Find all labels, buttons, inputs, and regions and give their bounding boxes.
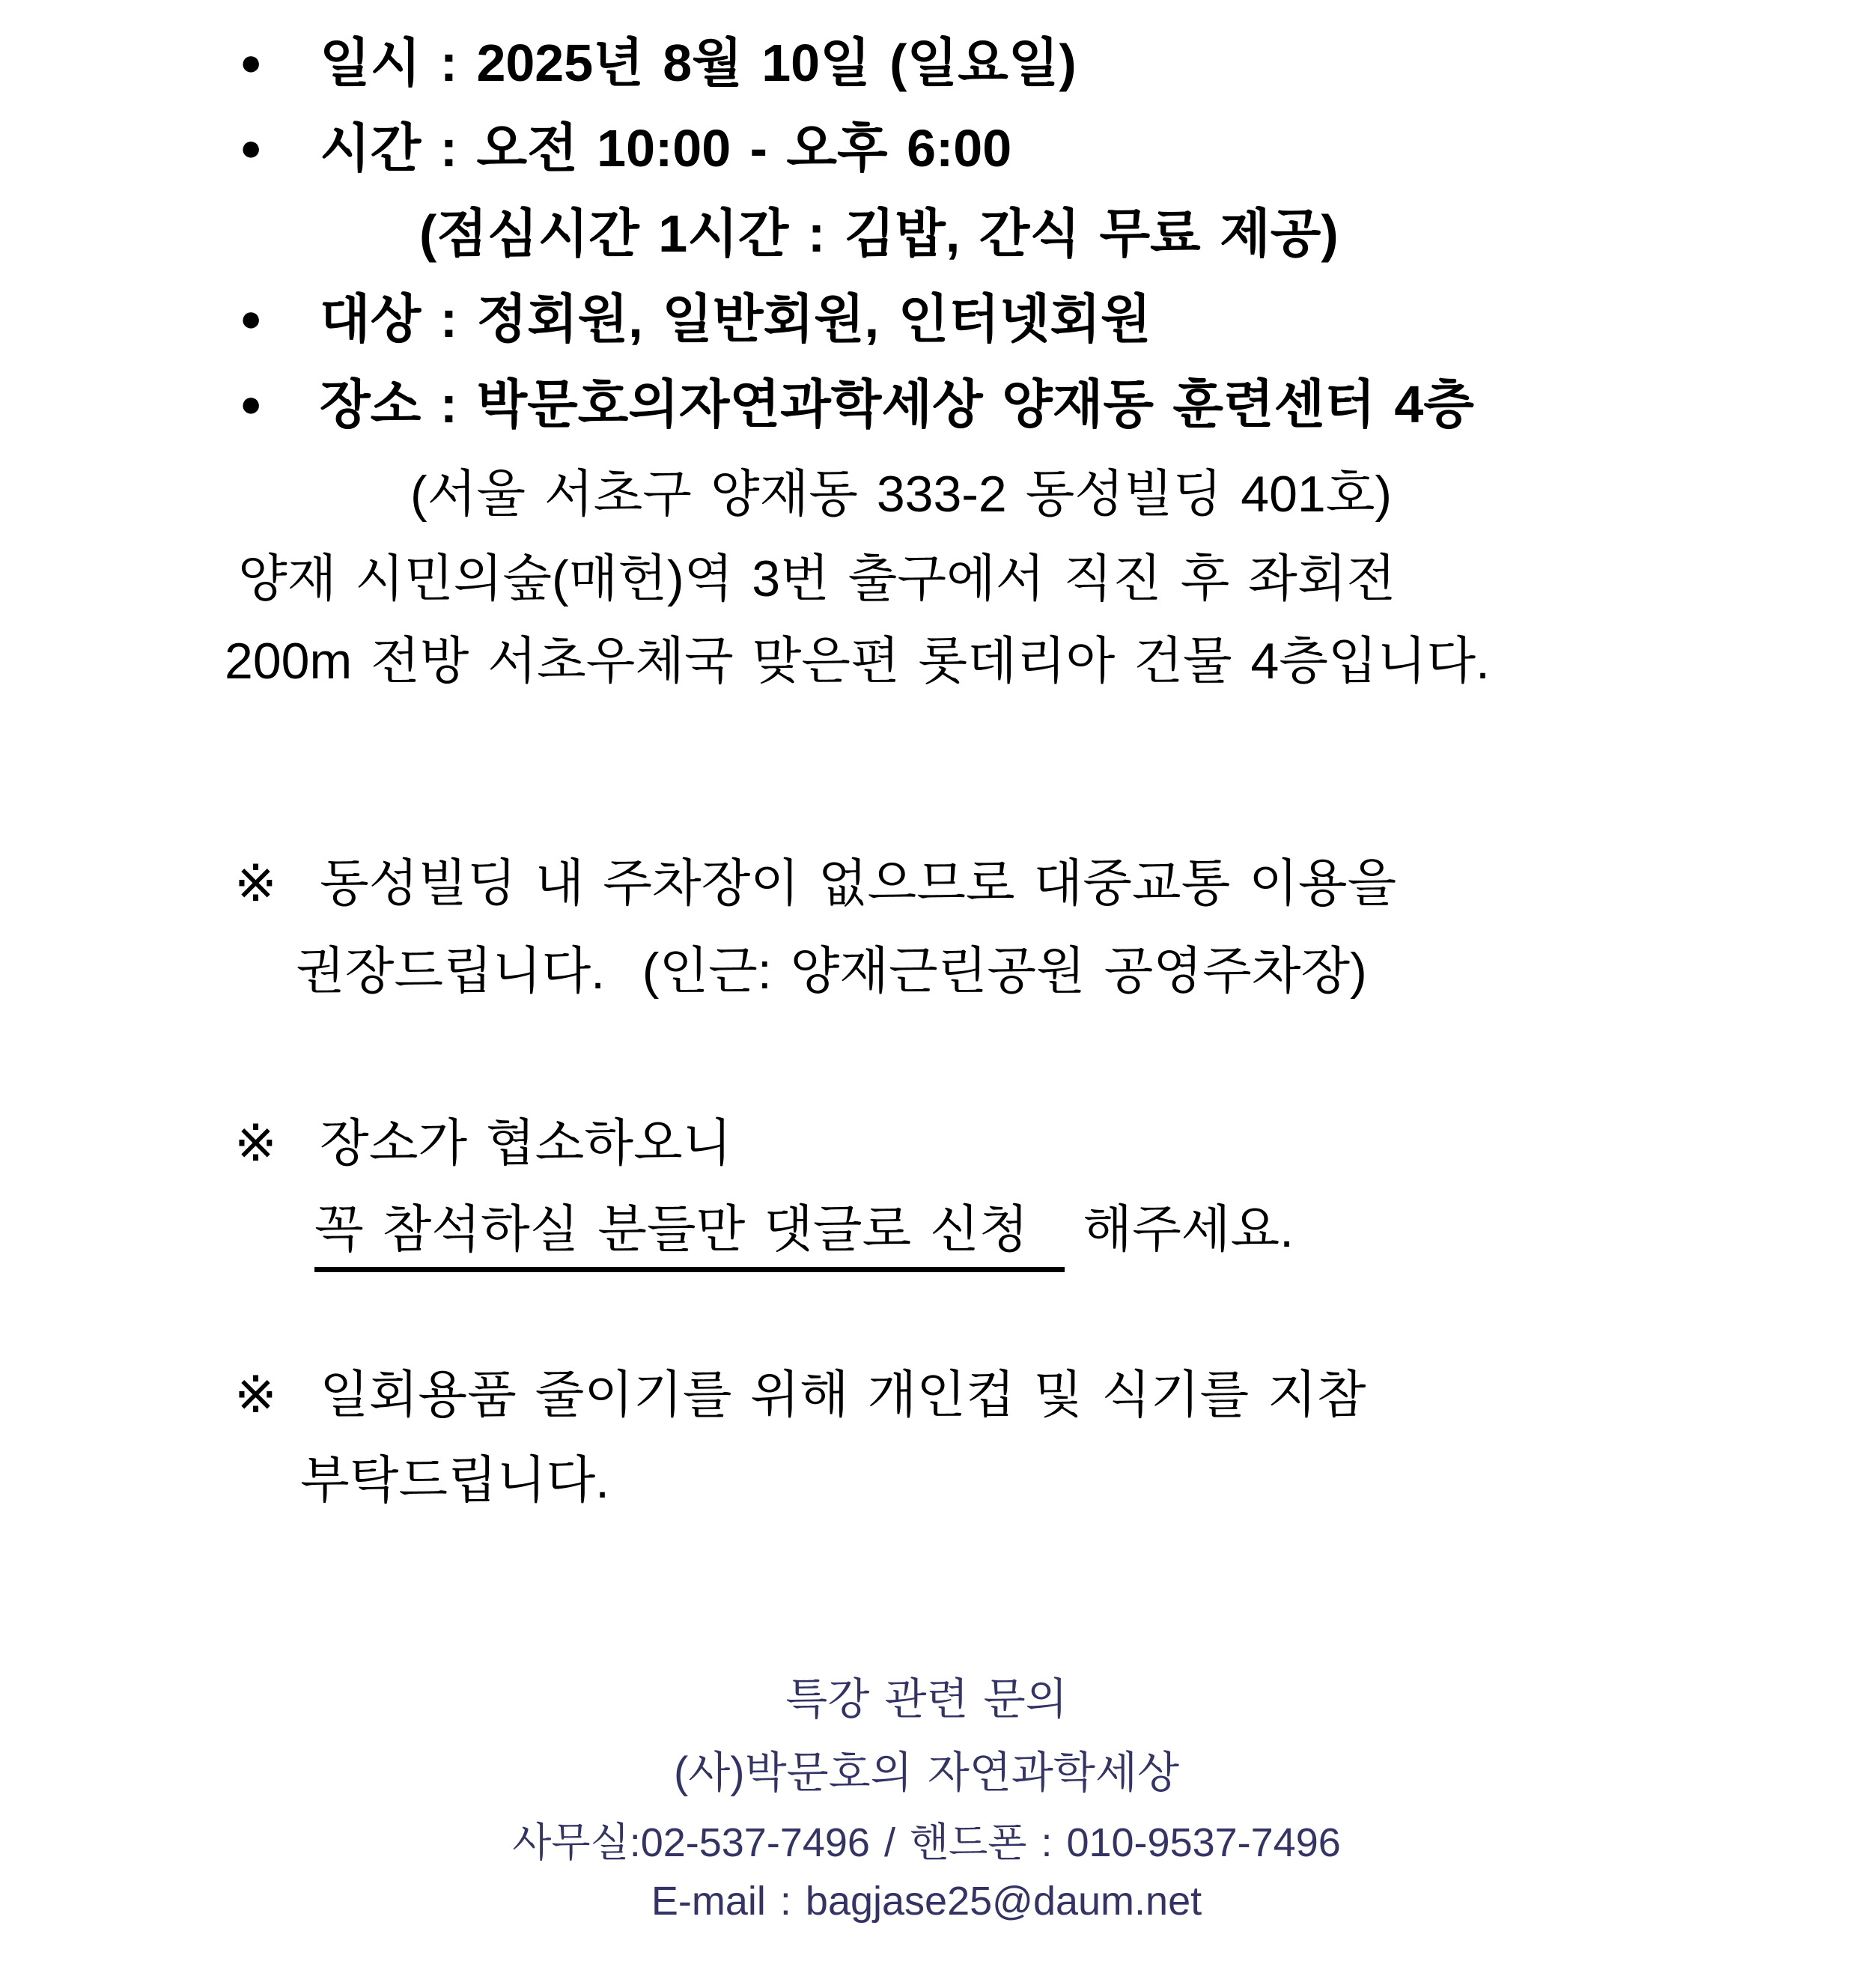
parking-note-line-1 [234,855,1396,912]
footer-phone [0,1811,1853,1868]
address-line [410,466,1392,523]
reference-mark-icon: ※ [234,1367,277,1423]
directions-text-2: 200m 전방 서초우체국 맞은편 롯데리아 건물 4층입니다. [225,633,1490,690]
lunch-note-text: (점심시간 1시간 : 김밥, 간식 무료 제공) [419,204,1339,263]
rsvp-underlined-text: 꼭 참석하실 분들만 댓글로 신청 [314,1201,1065,1272]
audience-text: 대상 : 정회원, 일반회원, 인터넷회원 [320,290,1151,348]
parking-note-line-2 [296,943,1367,1000]
rsvp-note-text-1: 장소가 협소하오니 [320,1115,732,1172]
eco-note-text-1: 일회용품 줄이기를 위해 개인컵 및 식기를 지참 [320,1367,1366,1423]
footer-email-text: E-mail : bagjase25@daum.net [651,1879,1202,1924]
reference-mark-icon: ※ [234,1115,277,1172]
venue-text: 장소 : 박문호의자연과학세상 양재동 훈련센터 4층 [320,375,1474,434]
rsvp-note-line-2 [314,1201,1294,1258]
lunch-note-line [419,204,1339,263]
footer-organization-text: (사)박문호의 자연과학세상 [673,1748,1180,1797]
directions-text-1: 양재 시민의숲(매헌)역 3번 출구에서 직진 후 좌회전 [238,550,1396,607]
event-time-line [240,119,1011,177]
bullet-icon: ● [240,127,263,168]
directions-line-2 [225,633,1490,690]
reference-mark-icon: ※ [234,855,277,912]
venue-line [240,375,1474,434]
footer-phone-text: 사무실:02-537-7496 / 핸드폰 : 010-9537-7496 [512,1820,1341,1865]
address-text: (서울 서초구 양재동 333-2 동성빌딩 401호) [410,466,1393,523]
footer-email [0,1878,1853,1924]
bullet-icon: ● [240,383,263,425]
footer-title-text: 특강 관련 문의 [785,1675,1068,1724]
parking-note-text-1: 동성빌딩 내 주차장이 없으므로 대중교통 이용을 [320,855,1397,912]
eco-note-text-2: 부탁드립니다. [300,1452,610,1509]
parking-note-text-2: 권장드립니다. (인근: 양재근린공원 공영주차장) [296,943,1367,1000]
eco-note-line-2 [300,1452,609,1509]
event-time-text: 시간 : 오전 10:00 - 오후 6:00 [320,119,1012,177]
eco-note-line-1 [234,1367,1366,1423]
audience-line [240,290,1151,348]
bullet-icon: ● [240,297,263,339]
event-date-text: 일시 : 2025년 8월 10일 (일요일) [320,34,1077,92]
footer-organization [0,1737,1853,1800]
rsvp-suffix-text: 해주세요. [1064,1201,1294,1258]
event-date-line [240,34,1077,92]
directions-line-1 [238,550,1396,607]
footer-title [0,1664,1853,1727]
rsvp-note-line-1 [234,1115,731,1172]
bullet-icon: ● [240,41,263,83]
